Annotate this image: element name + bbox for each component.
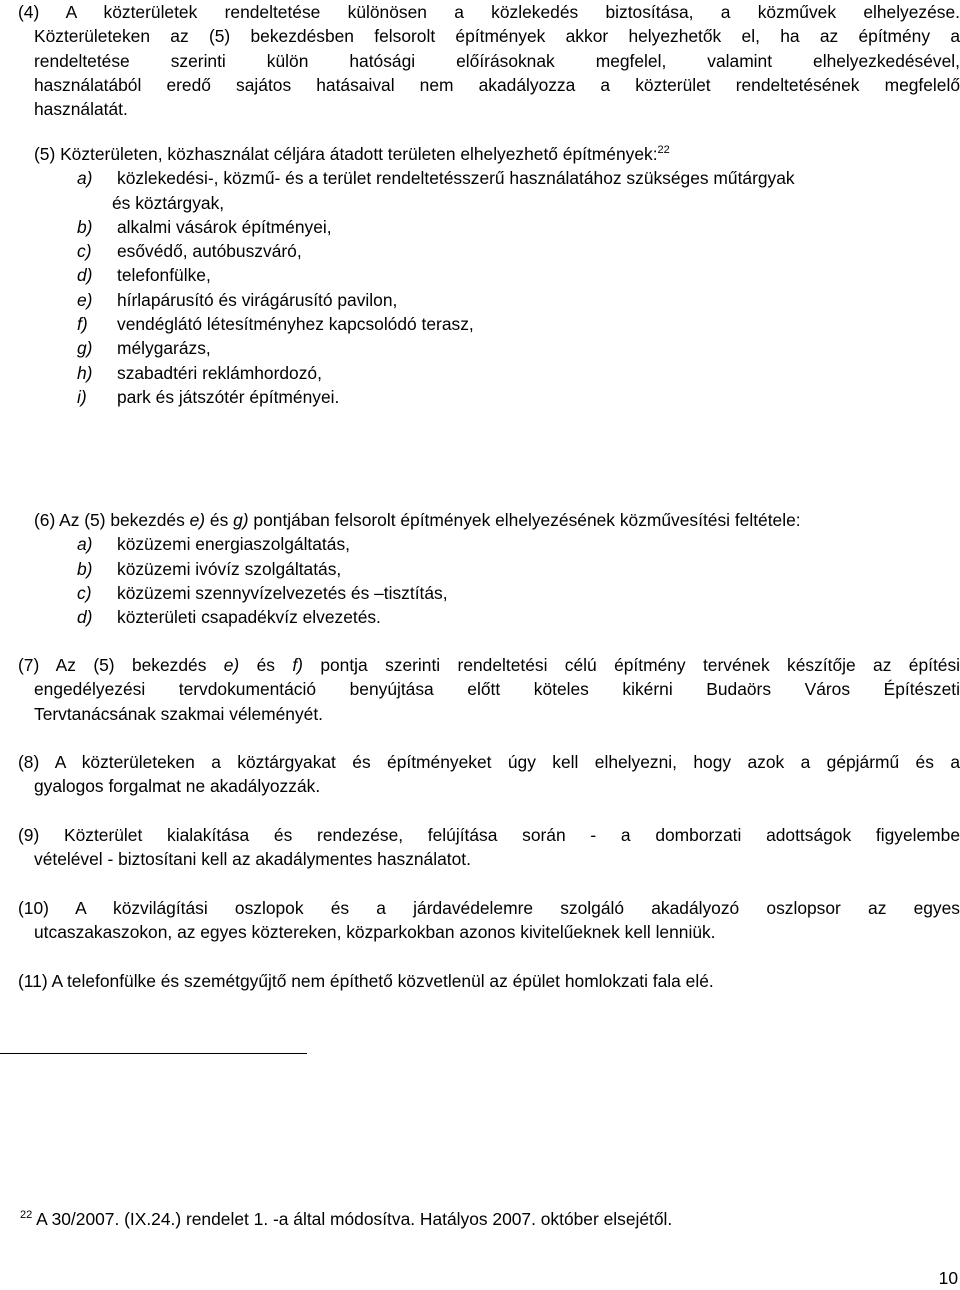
list-item-letter: f): [77, 314, 88, 335]
list-item-letter: g): [77, 338, 93, 359]
list-item-letter: c): [77, 241, 92, 262]
list-item-text: közüzemi szennyvízelvezetés és –tisztítás,: [117, 582, 448, 603]
footnote-number: 22: [20, 1209, 33, 1222]
list-item: [0, 532, 960, 556]
list-item: [0, 239, 960, 263]
paragraph-4: [18, 0, 960, 121]
list-item-letter: b): [77, 216, 93, 237]
list-item-letter: a): [77, 534, 93, 555]
paragraph-4-line: használatából eredő sajátos hatásaival nem akadályozza a közterület rendeltetésének megfelelő: [34, 74, 960, 95]
list-item-continuation: és köztárgyak,: [112, 192, 225, 213]
paragraph-11-line: (11) A telefonfülke és szemétgyűjtő nem építhető közvetlenül az épület homlokzati fala elé.: [18, 971, 714, 991]
paragraph-8-line: gyalogos forgalmat ne akadályozzák.: [34, 776, 321, 797]
paragraph-7-part: és: [239, 655, 293, 675]
paragraph-7: [18, 653, 960, 726]
list-item-text: közüzemi ivóvíz szolgáltatás,: [117, 558, 342, 579]
list-item-letter: d): [77, 265, 93, 286]
paragraph-8: [18, 750, 960, 799]
paragraph-5-list: [34, 166, 960, 409]
list-item-text: közüzemi energiaszolgáltatás,: [117, 534, 350, 555]
list-item-text: mélygarázs,: [117, 338, 211, 359]
paragraph-7-point-ref: f): [292, 655, 303, 675]
list-item-text: vendéglátó létesítményhez kapcsolódó terasz,: [117, 314, 474, 335]
list-item-letter: a): [77, 168, 93, 189]
list-item-text: közlekedési-, közmű- és a terület rendeltetésszerű használatához szükséges műtárgyak: [117, 168, 795, 189]
paragraph-5: [34, 142, 960, 409]
list-item: [0, 166, 960, 215]
list-item-letter: h): [77, 362, 93, 383]
paragraph-9: [18, 823, 960, 872]
paragraph-4-line: Közterületeken az (5) bekezdésben felsorolt építmények akkor helyezhetők el, ha az építmény a: [34, 26, 960, 47]
paragraph-6-point-ref: g): [233, 510, 249, 530]
paragraph-10-line: (10) A közvilágítási oszlopok és a járdavédelemre szolgáló akadályozó oszlopsor az egyes: [18, 898, 960, 918]
list-item: [0, 385, 960, 409]
list-item-text: alkalmi vásárok építményei,: [117, 216, 332, 237]
paragraph-8-line: (8) A közterületeken a köztárgyakat és építményeket úgy kell elhelyezni, hogy azok a gépjármű és a: [18, 752, 960, 772]
list-item-letter: d): [77, 607, 93, 628]
list-item: [0, 361, 960, 385]
paragraph-6-list: [34, 532, 960, 629]
paragraph-7-part: pontja szerinti rendeltetési célú építmény tervének készítője az építési: [302, 655, 960, 675]
list-item-letter: i): [77, 386, 87, 407]
list-item: [0, 312, 960, 336]
paragraph-7-line: engedélyezési tervdokumentáció benyújtása előtt köteles kikérni Budaörs Város Építészeti: [34, 679, 960, 700]
footnote-separator: [0, 1053, 307, 1054]
paragraph-7-line: [18, 653, 960, 677]
paragraph-5-intro: [34, 142, 960, 166]
paragraph-6-intro-part: (6) Az (5) bekezdés: [34, 510, 190, 530]
list-item: [0, 288, 960, 312]
list-item-text: park és játszótér építményei.: [117, 386, 340, 407]
list-item-letter: c): [77, 582, 92, 603]
paragraph-7-line: Tervtanácsának szakmai véleményét.: [34, 703, 324, 724]
list-item-text: esővédő, autóbuszváró,: [117, 241, 302, 262]
paragraph-5-intro-text: (5) Közterületen, közhasználat céljára átadott területen elhelyezhető építmények:: [34, 144, 658, 164]
list-item-text: szabadtéri reklámhordozó,: [117, 362, 322, 383]
paragraph-10: [18, 896, 960, 945]
list-item: [0, 581, 960, 605]
footnote-reference: 22: [657, 144, 670, 157]
paragraph-7-part: (7) Az (5) bekezdés: [18, 655, 224, 675]
paragraph-6-intro: [34, 508, 960, 532]
list-item: [0, 336, 960, 360]
paragraph-9-line: vételével - biztosítani kell az akadálymentes használatot.: [34, 849, 471, 870]
list-item: [0, 557, 960, 581]
paragraph-10-line: utcaszakaszokon, az egyes köztereken, közparkokban azonos kivitelűeknek kell lenniük.: [34, 922, 716, 943]
paragraph-4-line: használatát.: [34, 99, 128, 120]
paragraph-11: [18, 969, 960, 993]
paragraph-4-line: (4) A közterületek rendeltetése különösen a közlekedés biztosítása, a közművek elhelyezése.: [18, 2, 960, 22]
footnote-text: A 30/2007. (IX.24.) rendelet 1. -a által módosítva. Hatályos 2007. október elsejétől.: [32, 1209, 673, 1229]
list-item-letter: e): [77, 289, 93, 310]
list-item: [0, 215, 960, 239]
paragraph-6: [34, 508, 960, 629]
list-item: [0, 263, 960, 287]
paragraph-7-point-ref: e): [223, 655, 240, 675]
page-number: 10: [938, 1268, 958, 1288]
list-item-text: közterületi csapadékvíz elvezetés.: [117, 607, 381, 628]
list-item-text: hírlapárusító és virágárusító pavilon,: [117, 289, 398, 310]
paragraph-6-intro-part: pontjában felsorolt építmények elhelyezésének közművesítési feltétele:: [248, 510, 801, 530]
list-item-letter: b): [77, 558, 93, 579]
list-item-text: telefonfülke,: [117, 265, 211, 286]
list-item: [0, 605, 960, 629]
paragraph-6-point-ref: e): [189, 510, 206, 530]
paragraph-6-intro-part: és: [205, 510, 234, 530]
footnote: [20, 1207, 672, 1231]
paragraph-4-line: rendeltetése szerinti külön hatósági előírásoknak megfelel, valamint elhelyezkedésével,: [34, 50, 960, 71]
paragraph-9-line: (9) Közterület kialakítása és rendezése, felújítása során - a domborzati adottságok figyelembe: [18, 825, 960, 845]
